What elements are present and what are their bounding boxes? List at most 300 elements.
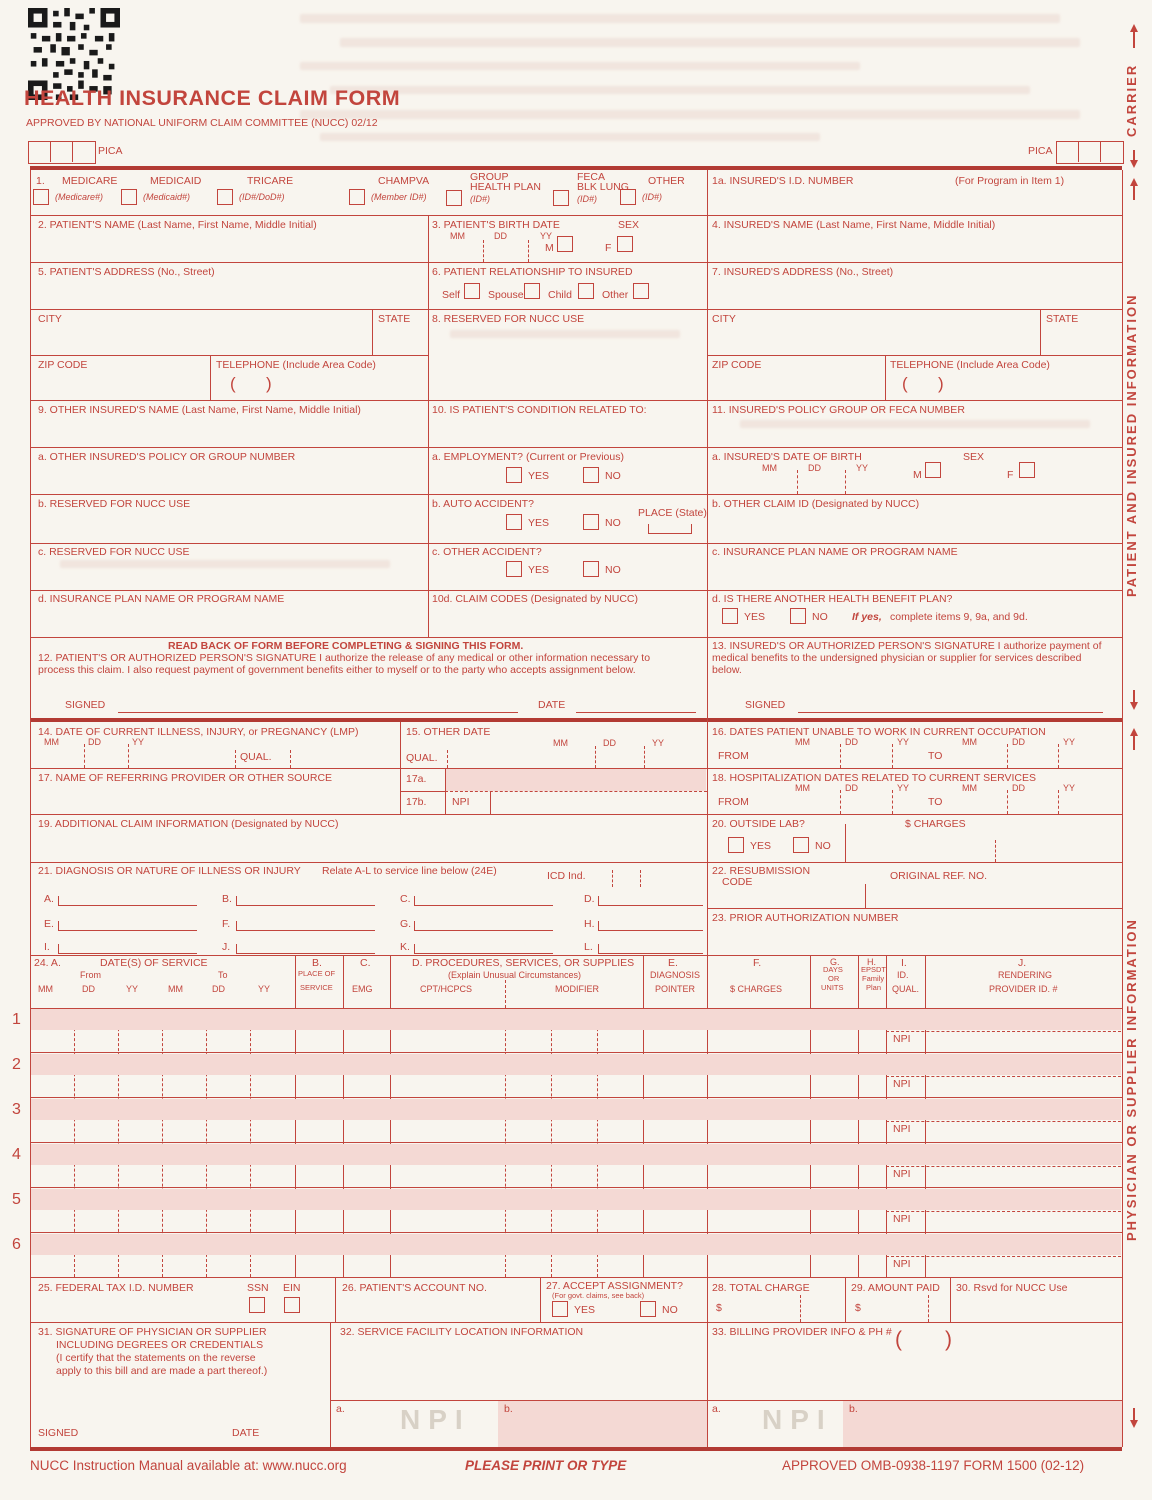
divider	[892, 790, 893, 814]
field-11a-dd: DD	[808, 463, 821, 473]
col-dos-from: From	[80, 970, 101, 980]
field-32b-shade[interactable]	[498, 1401, 707, 1447]
col-g-units: UNITS	[821, 983, 844, 992]
checkbox-other-accident-no[interactable]	[583, 561, 599, 577]
diag-i-field[interactable]	[58, 944, 197, 954]
divider	[400, 722, 401, 814]
divider	[892, 744, 893, 768]
footer-omb-approval: APPROVED OMB-0938-1197 FORM 1500 (02-12)	[782, 1458, 1085, 1473]
bleed-through-artifact	[60, 560, 390, 568]
divider	[1040, 309, 1041, 355]
npi-watermark-33: NPI	[762, 1404, 833, 1435]
field-6-label: 6. PATIENT RELATIONSHIP TO INSURED	[432, 266, 633, 278]
field-29-dollar: $	[855, 1302, 861, 1314]
divider	[886, 1211, 1121, 1212]
divider	[1058, 790, 1059, 814]
col-b-label: B.	[312, 957, 322, 969]
divider	[595, 746, 596, 768]
field-11d-label: d. IS THERE ANOTHER HEALTH BENEFIT PLAN?	[712, 593, 953, 605]
field-20-label: 20. OUTSIDE LAB?	[712, 818, 805, 830]
col-g-label: G.	[830, 957, 840, 967]
insured-phone-label: TELEPHONE (Include Area Code)	[890, 359, 1050, 371]
divider	[372, 309, 373, 355]
patient-state-label: STATE	[378, 313, 411, 325]
field-23-label: 23. PRIOR AUTHORIZATION NUMBER	[712, 912, 899, 924]
divider	[84, 744, 85, 768]
plan-champva-sub: (Member ID#)	[371, 192, 427, 202]
field-9c-label: c. RESERVED FOR NUCC USE	[38, 546, 190, 558]
divider	[528, 240, 529, 262]
plan-medicare-label: MEDICARE	[62, 175, 118, 187]
checkbox-medicaid[interactable]	[121, 189, 137, 205]
service-line-npi: NPI	[893, 1123, 911, 1135]
insured-sex-m-label: M	[913, 469, 922, 481]
field-33b-shade[interactable]	[843, 1401, 1122, 1447]
checkbox-employment-no[interactable]	[583, 467, 599, 483]
field-33a-label: a.	[712, 1403, 721, 1415]
divider	[30, 1052, 1122, 1053]
plan-medicare-sub: (Medicare#)	[55, 192, 104, 202]
patient-arrow-stem	[1133, 186, 1135, 200]
insured-zip-label: ZIP CODE	[712, 359, 762, 371]
divider	[840, 790, 841, 814]
checkbox-employment-yes[interactable]	[506, 467, 522, 483]
service-line-npi: NPI	[893, 1078, 911, 1090]
patient-city-label: CITY	[38, 313, 62, 325]
benefit-plan-yes-label: YES	[744, 611, 766, 623]
insured-city-label: CITY	[712, 313, 736, 325]
diag-b-field[interactable]	[236, 896, 375, 906]
divider	[128, 744, 129, 768]
field-11a-sex: SEX	[963, 451, 985, 463]
physician-supplier-sidebar-label: PHYSICIAN OR SUPPLIER INFORMATION	[1124, 918, 1139, 1242]
service-line-shade[interactable]	[31, 1144, 1121, 1165]
divider	[400, 791, 445, 792]
field-33b-label: b.	[849, 1403, 858, 1415]
divider	[483, 240, 484, 262]
carrier-arrow-down-icon	[1130, 160, 1138, 168]
plan-group-label: GROUP	[470, 171, 509, 183]
divider	[30, 955, 1122, 956]
divider	[490, 791, 491, 814]
field-15-yy: YY	[652, 738, 665, 748]
field-3-sex: SEX	[618, 219, 640, 231]
pica-label-right: PICA	[1028, 145, 1053, 157]
divider	[1007, 790, 1008, 814]
service-line-number: 3	[12, 1101, 21, 1118]
field-9a-label: a. OTHER INSURED'S POLICY OR GROUP NUMBER	[38, 451, 296, 463]
service-line-number: 5	[12, 1191, 21, 1208]
pica-boxes-left[interactable]	[28, 141, 96, 164]
patient-phone-label: TELEPHONE (Include Area Code)	[216, 359, 376, 371]
field-27-note: (For govt. claims, see back)	[552, 1291, 645, 1300]
field-11a-label: a. INSURED'S DATE OF BIRTH	[712, 451, 862, 463]
divider	[428, 215, 429, 637]
field-18-dd1: DD	[845, 783, 858, 793]
carrier-arrow-stem	[1133, 32, 1135, 48]
service-line-shade[interactable]	[31, 1234, 1121, 1255]
field-3-dd: DD	[494, 231, 507, 241]
service-line-shade[interactable]	[31, 1054, 1121, 1075]
diag-e-field[interactable]	[58, 921, 197, 931]
divider	[30, 1232, 1122, 1233]
plan-group-label2: HEALTH PLAN	[470, 181, 541, 193]
auto-accident-no-label: NO	[605, 517, 621, 529]
checkbox-ein[interactable]	[284, 1297, 300, 1313]
service-line-npi: NPI	[893, 1213, 911, 1225]
diag-k-field[interactable]	[414, 944, 553, 954]
divider	[30, 543, 1122, 544]
col-e-label: E.	[668, 957, 678, 969]
divider	[612, 870, 613, 887]
section-rule	[30, 166, 1122, 170]
field-17b-npi: NPI	[452, 796, 470, 808]
field-13-label: 13. INSURED'S OR AUTHORIZED PERSON'S SIGNATURE I authorize payment of medical benefits to the undersigned physician or supplier for services described below.	[712, 640, 1102, 676]
divider	[30, 1277, 1122, 1278]
icd-ind-label: ICD Ind.	[547, 870, 586, 882]
checkbox-patient-sex-m[interactable]	[557, 236, 573, 252]
field-32-label: 32. SERVICE FACILITY LOCATION INFORMATION	[340, 1326, 584, 1338]
field-27-label: 27. ACCEPT ASSIGNMENT?	[546, 1280, 683, 1292]
checkbox-insured-sex-m[interactable]	[925, 462, 941, 478]
col-d-cpt: CPT/HCPCS	[420, 984, 473, 994]
field-21-relate: Relate A-L to service line below (24E)	[322, 865, 497, 877]
plan-group-sub: (ID#)	[470, 194, 490, 204]
divider	[290, 750, 291, 768]
checkbox-benefit-plan-no[interactable]	[790, 608, 806, 624]
dos-yy1: YY	[126, 984, 139, 994]
npi-watermark-32: NPI	[400, 1404, 471, 1435]
field-3-yy: YY	[540, 231, 553, 241]
divider	[540, 1277, 541, 1322]
diag-b-label: B.	[222, 893, 232, 905]
carrier-sidebar-label: CARRIER	[1124, 63, 1139, 137]
sex-m-label: M	[545, 242, 554, 254]
form-title: HEALTH INSURANCE CLAIM FORM	[24, 86, 401, 110]
divider	[1078, 141, 1079, 162]
col-g-days: DAYS	[823, 965, 843, 974]
field1-number: 1.	[36, 175, 45, 187]
divider	[886, 1256, 1121, 1257]
field-31-cert2: apply to this bill and are made a part thereof.)	[56, 1365, 268, 1377]
field-33-label: 33. BILLING PROVIDER INFO & PH #	[712, 1326, 892, 1338]
field-14-label: 14. DATE OF CURRENT ILLNESS, INJURY, or PREGNANCY (LMP)	[38, 726, 359, 738]
divider	[840, 744, 841, 768]
field-18-mm1: MM	[795, 783, 810, 793]
checkbox-accept-assignment-no[interactable]	[640, 1301, 656, 1317]
col-h-label: H.	[867, 957, 876, 967]
rel-self-label: Self	[442, 289, 461, 301]
col-h-epsdt: EPSDT	[861, 965, 887, 974]
field-16-from: FROM	[718, 750, 749, 762]
field-9d-label: d. INSURANCE PLAN NAME OR PROGRAM NAME	[38, 593, 285, 605]
divider	[886, 1031, 1121, 1032]
field-10c-label: c. OTHER ACCIDENT?	[432, 546, 542, 558]
divider	[30, 400, 1122, 401]
field-18-to: TO	[928, 796, 943, 808]
field-15-mm: MM	[553, 738, 568, 748]
signed-label-12: SIGNED	[65, 699, 106, 711]
field-22-origref: ORIGINAL REF. NO.	[890, 870, 988, 882]
insured-signature-line[interactable]	[798, 712, 1103, 713]
checkbox-patient-sex-f[interactable]	[617, 236, 633, 252]
section-rule	[30, 1447, 1122, 1451]
field-16-mm2: MM	[962, 737, 977, 747]
paren-open: (	[895, 1328, 902, 1351]
dos-yy2: YY	[258, 984, 271, 994]
checkbox-auto-accident-no[interactable]	[583, 514, 599, 530]
diag-h-label: H.	[584, 918, 595, 930]
field-12-label: 12. PATIENT'S OR AUTHORIZED PERSON'S SIGNATURE I authorize the release of any medical or other information necessary to process this claim. I also request payment of government benefits either to myself or to the party who accepts assignment below.	[38, 652, 651, 676]
place-state-field[interactable]	[648, 524, 692, 534]
service-line-shade[interactable]	[31, 1009, 1121, 1030]
divider	[30, 1097, 1122, 1098]
bleed-through-artifact	[330, 86, 1030, 94]
divider	[335, 1277, 336, 1322]
divider	[950, 1277, 951, 1322]
field-15-dd: DD	[603, 738, 616, 748]
field-11a-yy: YY	[856, 463, 869, 473]
field-9-label: 9. OTHER INSURED'S NAME (Last Name, First Name, Middle Initial)	[38, 404, 361, 416]
field-29-label: 29. AMOUNT PAID	[851, 1282, 940, 1294]
divider	[644, 746, 645, 768]
signed-label-13: SIGNED	[745, 699, 786, 711]
pica-label-left: PICA	[98, 145, 123, 157]
field-18-dd2: DD	[1012, 783, 1025, 793]
field-11b-label: b. OTHER CLAIM ID (Designated by NUCC)	[712, 498, 920, 510]
field-26-label: 26. PATIENT'S ACCOUNT NO.	[342, 1282, 487, 1294]
patient-zip-label: ZIP CODE	[38, 359, 88, 371]
checkbox-feca-blk-lung[interactable]	[553, 190, 569, 206]
field-11a-mm: MM	[762, 463, 777, 473]
diag-a-label: A.	[44, 893, 54, 905]
dos-dd1: DD	[82, 984, 95, 994]
physician-arrow-stem	[1133, 736, 1135, 750]
checkbox-rel-child[interactable]	[578, 283, 594, 299]
divider	[640, 870, 641, 887]
field-18-yy2: YY	[1063, 783, 1076, 793]
col-d-modifier: MODIFIER	[555, 984, 599, 994]
rel-spouse-label: Spouse	[488, 289, 524, 301]
diag-k-label: K.	[400, 941, 410, 953]
bleed-through-artifact	[300, 110, 1080, 119]
field-7-label: 7. INSURED'S ADDRESS (No., Street)	[712, 266, 894, 278]
field-2-label: 2. PATIENT'S NAME (Last Name, First Name, Middle Initial)	[38, 219, 317, 231]
other-accident-no-label: NO	[605, 564, 621, 576]
field-31-label: 31. SIGNATURE OF PHYSICIAN OR SUPPLIER	[38, 1326, 267, 1338]
checkbox-insured-sex-f[interactable]	[1019, 462, 1035, 478]
field-18-from: FROM	[718, 796, 749, 808]
checkbox-tricare[interactable]	[217, 189, 233, 205]
col-dos-to: To	[218, 970, 228, 980]
diag-c-field[interactable]	[414, 896, 553, 906]
divider	[845, 470, 846, 494]
divider	[50, 141, 51, 162]
field-28-dollar: $	[716, 1302, 722, 1314]
field-17b-label: 17b.	[406, 796, 427, 808]
diag-f-field[interactable]	[236, 921, 375, 931]
field-32b-label: b.	[504, 1403, 513, 1415]
col-f-charges: $ CHARGES	[730, 984, 783, 994]
plan-champva-label: CHAMPVA	[378, 175, 430, 187]
physician-arrow-up-icon	[1130, 728, 1138, 736]
col-g-or: OR	[828, 974, 840, 983]
date-label-31: DATE	[232, 1427, 260, 1439]
section-rule	[30, 718, 1122, 722]
form-border	[30, 170, 31, 1447]
form-border	[1122, 170, 1123, 1447]
checkbox-benefit-plan-yes[interactable]	[722, 608, 738, 624]
patient-insured-sidebar-label: PATIENT AND INSURED INFORMATION	[1124, 293, 1139, 597]
field-14-yy: YY	[132, 737, 145, 747]
checkbox-rel-spouse[interactable]	[524, 283, 540, 299]
checkbox-group-health-plan[interactable]	[446, 190, 462, 206]
diag-j-field[interactable]	[236, 944, 375, 954]
service-line-shade[interactable]	[31, 1189, 1121, 1210]
employment-no-label: NO	[605, 470, 621, 482]
patient-arrow-up-icon	[1130, 178, 1138, 186]
diag-a-field[interactable]	[58, 896, 197, 906]
dos-dd2: DD	[212, 984, 225, 994]
field-20-charges: $ CHARGES	[905, 818, 966, 830]
service-line-number: 6	[12, 1236, 21, 1253]
paren-close: )	[938, 374, 944, 393]
if-yes-note: complete items 9, 9a, and 9d.	[890, 611, 1028, 623]
field-10d-label: 10d. CLAIM CODES (Designated by NUCC)	[432, 593, 638, 605]
divider	[800, 1295, 801, 1322]
checkbox-outside-lab-no[interactable]	[793, 837, 809, 853]
other-accident-yes-label: YES	[528, 564, 550, 576]
checkbox-auto-accident-yes[interactable]	[506, 514, 522, 530]
col-h-family: Family	[862, 974, 885, 983]
divider	[30, 1187, 1122, 1188]
col-b-place1: PLACE OF	[298, 969, 336, 978]
field-15-label: 15. OTHER DATE	[406, 726, 491, 738]
service-line-number: 2	[12, 1056, 21, 1073]
field-8-label: 8. RESERVED FOR NUCC USE	[432, 313, 585, 325]
col-c-emg: EMG	[352, 984, 373, 994]
service-line-npi: NPI	[893, 1168, 911, 1180]
checkbox-other-accident-yes[interactable]	[506, 561, 522, 577]
diag-l-field[interactable]	[598, 944, 703, 954]
bleed-through-artifact	[320, 133, 820, 141]
col-24a-label: 24. A.	[34, 957, 61, 969]
field-5-label: 5. PATIENT'S ADDRESS (No., Street)	[38, 266, 215, 278]
place-state-label: PLACE (State)	[638, 507, 707, 519]
plan-medicaid-sub: (Medicaid#)	[143, 192, 191, 202]
pica-boxes-right[interactable]	[1056, 141, 1124, 164]
divider	[928, 1295, 929, 1322]
field-16-dd1: DD	[845, 737, 858, 747]
checkbox-champva[interactable]	[349, 189, 365, 205]
physician-arrow-down-icon	[1130, 1420, 1138, 1428]
field-17a-label: 17a.	[406, 773, 427, 785]
field-18-label: 18. HOSPITALIZATION DATES RELATED TO CURRENT SERVICES	[712, 772, 1037, 784]
divider	[707, 170, 708, 1447]
plan-tricare-label: TRICARE	[247, 175, 294, 187]
service-line-npi: NPI	[893, 1033, 911, 1045]
service-line-shade[interactable]	[31, 1099, 1121, 1120]
divider	[1058, 744, 1059, 768]
field-21-label: 21. DIAGNOSIS OR NATURE OF ILLNESS OR INJURY	[38, 865, 301, 877]
field-31-label2: INCLUDING DEGREES OR CREDENTIALS	[56, 1339, 264, 1351]
checkbox-medicare[interactable]	[33, 189, 49, 205]
divider	[30, 309, 1122, 310]
bleed-through-artifact	[740, 420, 1090, 428]
checkbox-outside-lab-yes[interactable]	[728, 837, 744, 853]
divider	[30, 1322, 1122, 1323]
plan-feca-label2: BLK LUNG	[577, 181, 629, 193]
field-16-yy2: YY	[1063, 737, 1076, 747]
accept-yes-label: YES	[574, 1304, 596, 1316]
plan-tricare-sub: (ID#/DoD#)	[239, 192, 285, 202]
paren-close: )	[266, 374, 272, 393]
diag-g-field[interactable]	[414, 921, 553, 931]
col-j-rendering: RENDERING	[998, 970, 1053, 980]
divider	[30, 637, 1122, 638]
checkbox-rel-other[interactable]	[633, 283, 649, 299]
insured-sex-f-label: F	[1007, 469, 1014, 481]
field-3-mm: MM	[450, 231, 465, 241]
plan-other-sub: (ID#)	[642, 192, 662, 202]
divider	[330, 1322, 331, 1447]
col-c-label: C.	[360, 957, 371, 969]
ein-label: EIN	[283, 1282, 301, 1294]
field-16-label: 16. DATES PATIENT UNABLE TO WORK IN CURRENT OCCUPATION	[712, 726, 1046, 738]
shaded-field-17a[interactable]	[446, 769, 706, 791]
checkbox-accept-assignment-yes[interactable]	[552, 1301, 568, 1317]
patient-signature-date-line[interactable]	[576, 712, 696, 713]
field-16-mm1: MM	[795, 737, 810, 747]
patient-signature-line[interactable]	[118, 712, 518, 713]
divider	[845, 1277, 846, 1322]
diag-c-label: C.	[400, 893, 411, 905]
divider	[886, 1076, 1121, 1077]
field-9b-label: b. RESERVED FOR NUCC USE	[38, 498, 191, 510]
checkbox-ssn[interactable]	[249, 1297, 265, 1313]
sex-f-label: F	[605, 242, 612, 254]
diag-e-label: E.	[44, 918, 54, 930]
col-e-diag: DIAGNOSIS	[650, 970, 701, 980]
col-e-pointer: POINTER	[655, 984, 696, 994]
divider	[707, 908, 1122, 909]
field-10-label: 10. IS PATIENT'S CONDITION RELATED TO:	[432, 404, 647, 416]
bleed-through-artifact	[300, 62, 860, 70]
col-h-plan: Plan	[866, 983, 882, 992]
field-16-dd2: DD	[1012, 737, 1025, 747]
col-j-label: J.	[1018, 957, 1027, 969]
diag-d-field[interactable]	[598, 896, 703, 906]
checkbox-rel-self[interactable]	[464, 283, 480, 299]
diag-h-field[interactable]	[598, 921, 703, 931]
col-b-place2: SERVICE	[300, 983, 333, 992]
col-i-label: I.	[901, 957, 907, 969]
checkbox-other-plan[interactable]	[620, 189, 636, 205]
divider	[30, 494, 1122, 495]
field-22-label: 22. RESUBMISSION	[712, 865, 811, 877]
bleed-through-artifact	[300, 14, 1060, 23]
diag-g-label: G.	[400, 918, 412, 930]
field-10a-label: a. EMPLOYMENT? (Current or Previous)	[432, 451, 624, 463]
divider	[505, 980, 506, 1008]
divider	[1007, 744, 1008, 768]
divider	[210, 355, 211, 400]
dos-mm2: MM	[168, 984, 183, 994]
field-11-label: 11. INSURED'S POLICY GROUP OR FECA NUMBER	[712, 404, 965, 416]
divider	[30, 215, 1122, 216]
employment-yes-label: YES	[528, 470, 550, 482]
field-11c-label: c. INSURANCE PLAN NAME OR PROGRAM NAME	[712, 546, 958, 558]
